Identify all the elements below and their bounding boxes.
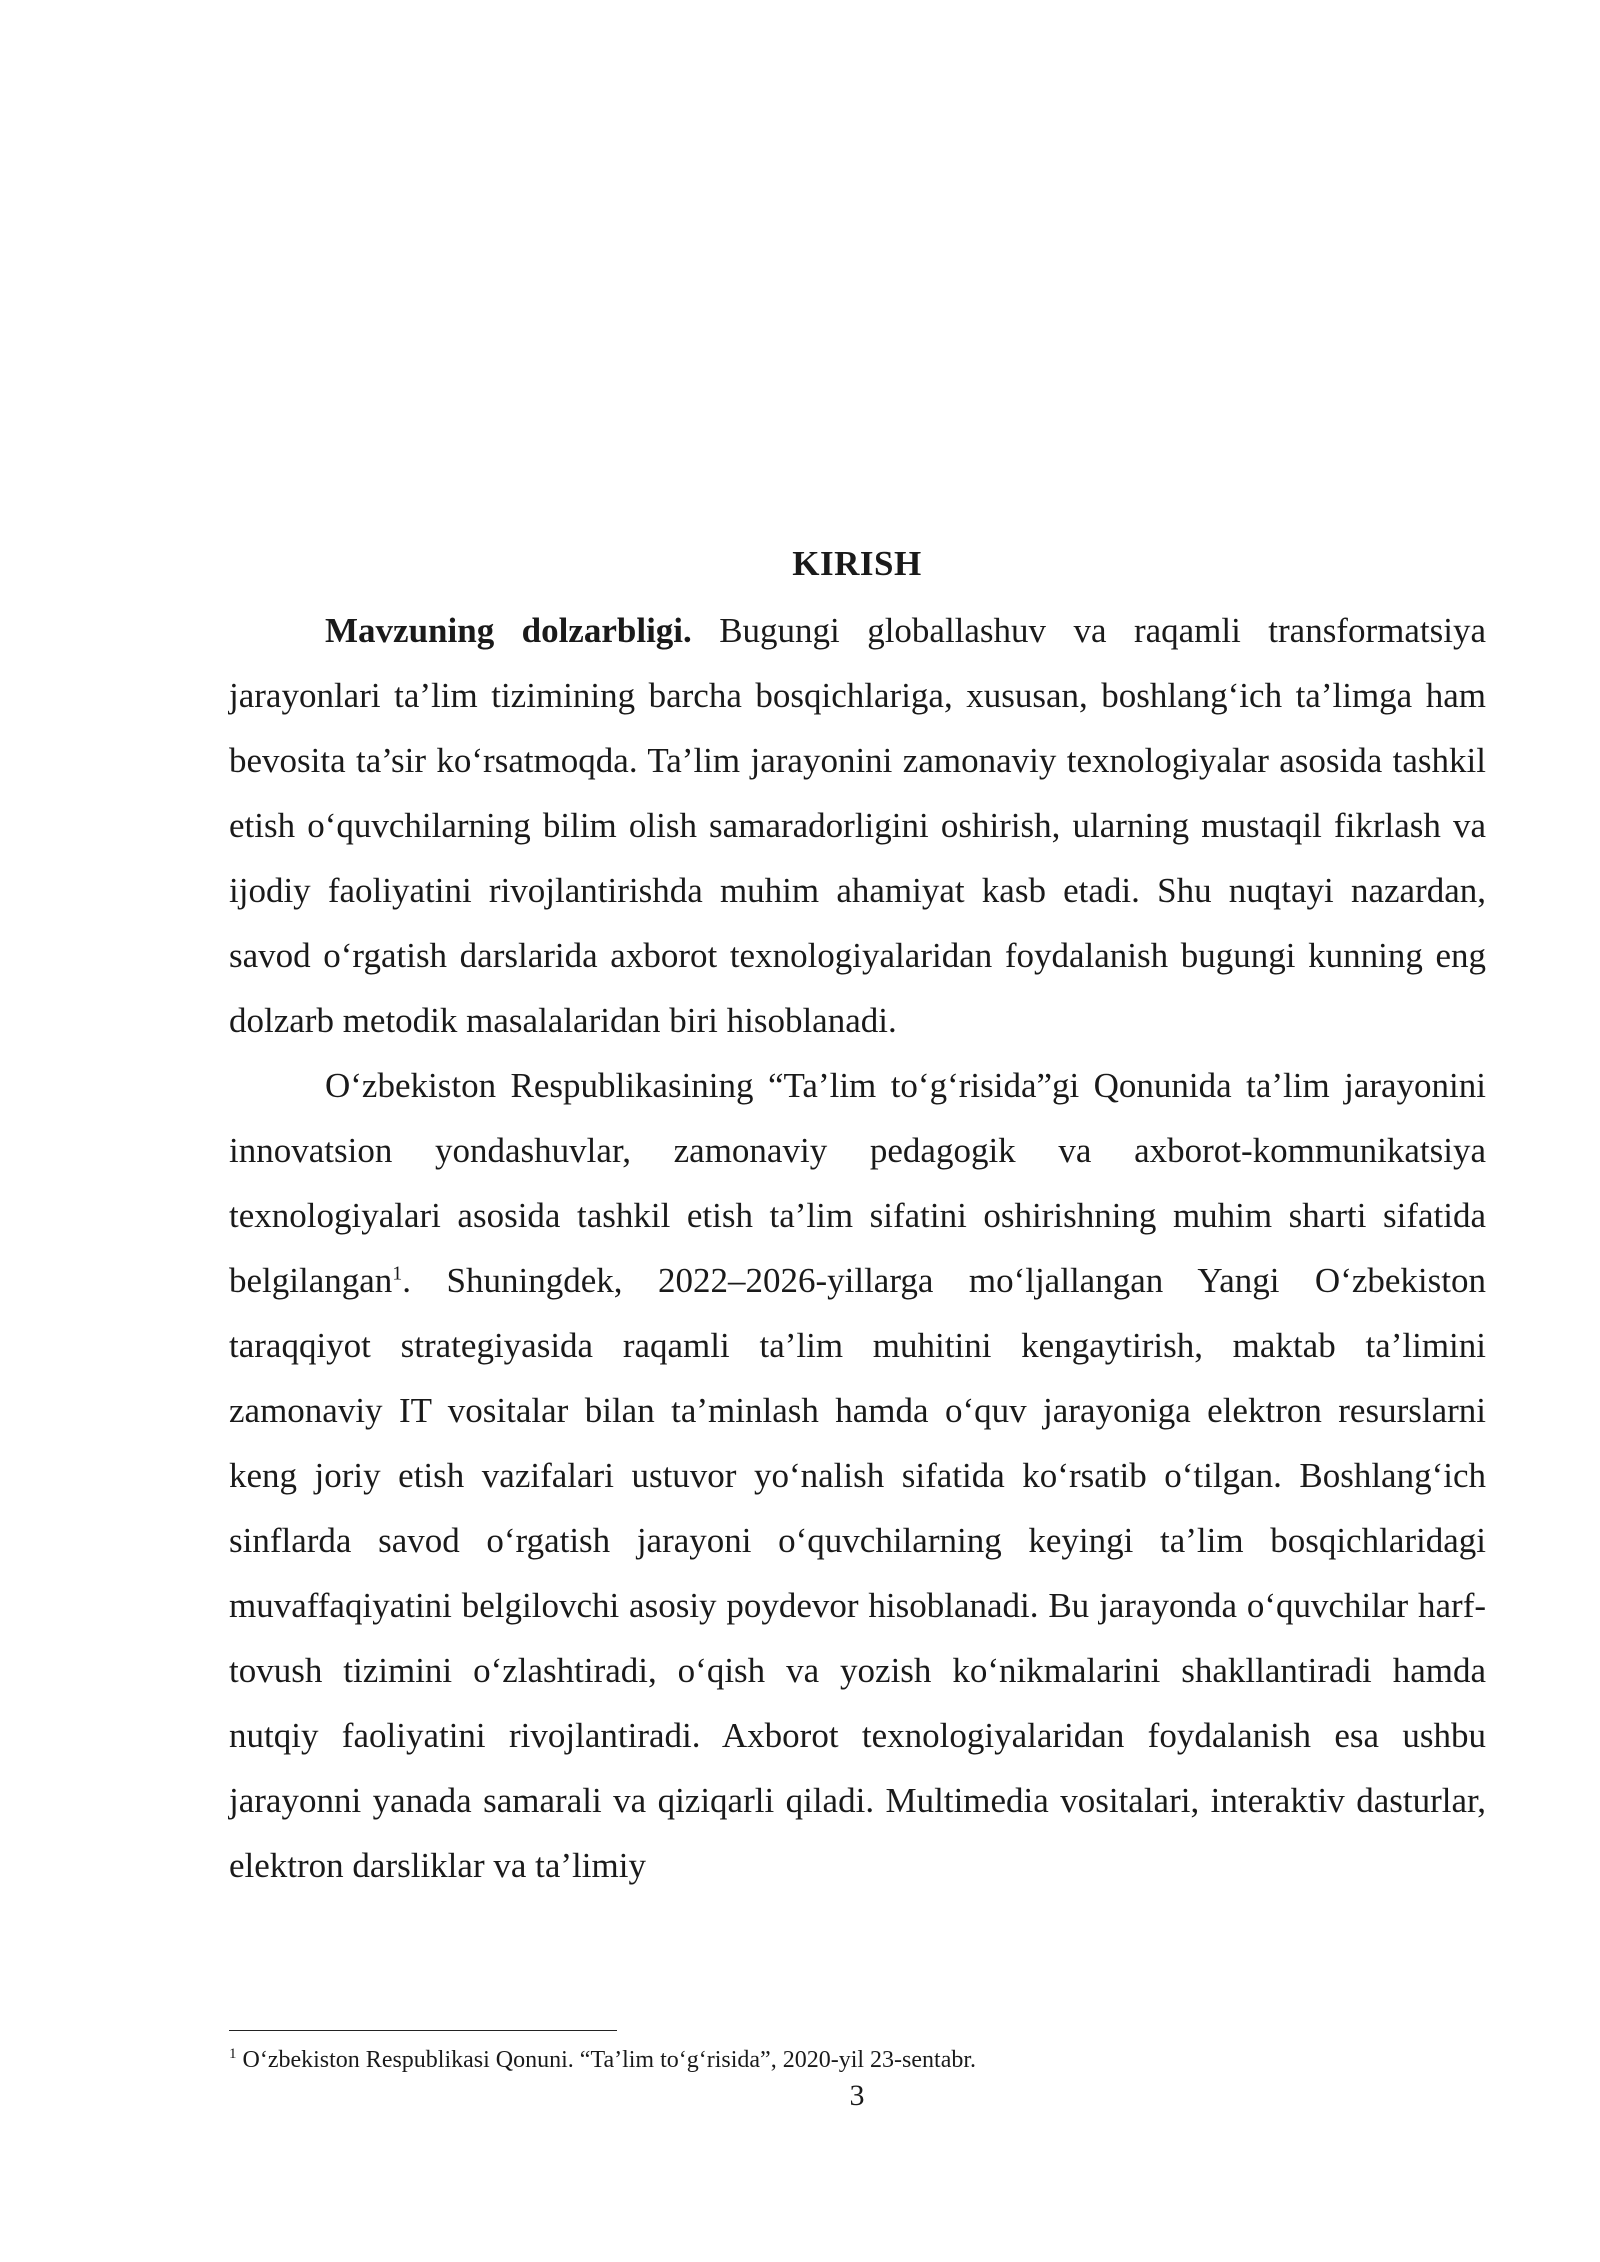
paragraph-text: . Shuningdek, 2022–2026-yillarga mo‘ljallangan Yangi O‘zbekiston taraqqiyot strategiyasida raqamli ta’lim muhitini kengaytirish, maktab ta’limini zamonaviy IT vositalar bilan ta’minlash hamda o‘quv jarayoniga elektron resurslarni keng joriy etish vazifalari ustuvor yo‘nalish sifatida ko‘rsatib o‘tilgan. Boshlang‘ich sinflarda savod o‘rgatish jarayoni o‘quvchilarning keyingi ta’lim bosqichlaridagi muvaffaqiyatini belgilovchi asosiy poydevor hisoblanadi. Bu jarayonda o‘quvchilar harf-tovush tizimini o‘zlashtiradi, o‘qish va yozish ko‘nikmalarini shakllantiradi hamda nutqiy faoliyatini rivojlantiradi. Axborot texnologiyalaridan foydalanish esa ushbu jarayonni yanada samarali va qiziqarli qiladi. Multimedia vositalari, interaktiv dasturlar, elektron darsliklar va ta’limiy <box>229 1261 1486 1885</box>
section-heading: KIRISH <box>792 544 922 583</box>
paragraph-text: Bugungi globallashuv va raqamli transformatsiya jarayonlari ta’lim tizimining barcha bosqichlariga, xususan, boshlang‘ich ta’limga ham bevosita ta’sir ko‘rsatmoqda. Ta’lim jarayonini zamonaviy texnologiyalar asosida tashkil etish o‘quvchilarning bilim olish samaradorligini oshirish, ularning mustaqil fikrlash va ijodiy faoliyatini rivojlantirishda muhim ahamiyat kasb etadi. Shu nuqtayi nazardan, savod o‘rgatish darslarida axborot texnologiyalaridan foydalanish bugungi kunning eng dolzarb metodik masalalaridan biri hisoblanadi. <box>229 611 1486 1040</box>
paragraph-legislation <box>229 1053 1486 1898</box>
footnote-number: 1 <box>229 2046 237 2062</box>
footnote-separator <box>229 2030 617 2031</box>
paragraph-text: O‘zbekiston Respublikasining “Ta’lim to‘g‘risida”gi Qonunida ta’lim jarayonini innovatsion yondashuvlar, zamonaviy pedagogik va axborot-kommunikatsiya texnologiyalari asosida tashkil etish ta’lim sifatini oshirishning muhim sharti sifatida belgilangan <box>229 1066 1486 1300</box>
footnote <box>229 2044 1486 2076</box>
paragraph-lead: Mavzuning dolzarbligi. <box>325 611 692 650</box>
footnote-text: O‘zbekiston Respublikasi Qonuni. “Ta’lim to‘g‘risida”, 2020-yil 23-sentabr. <box>242 2047 977 2073</box>
paragraph-relevance <box>229 598 1486 1053</box>
page-number: 3 <box>849 2079 865 2112</box>
footnote-reference[interactable]: 1 <box>392 1262 403 1285</box>
body-text <box>229 598 1486 1898</box>
